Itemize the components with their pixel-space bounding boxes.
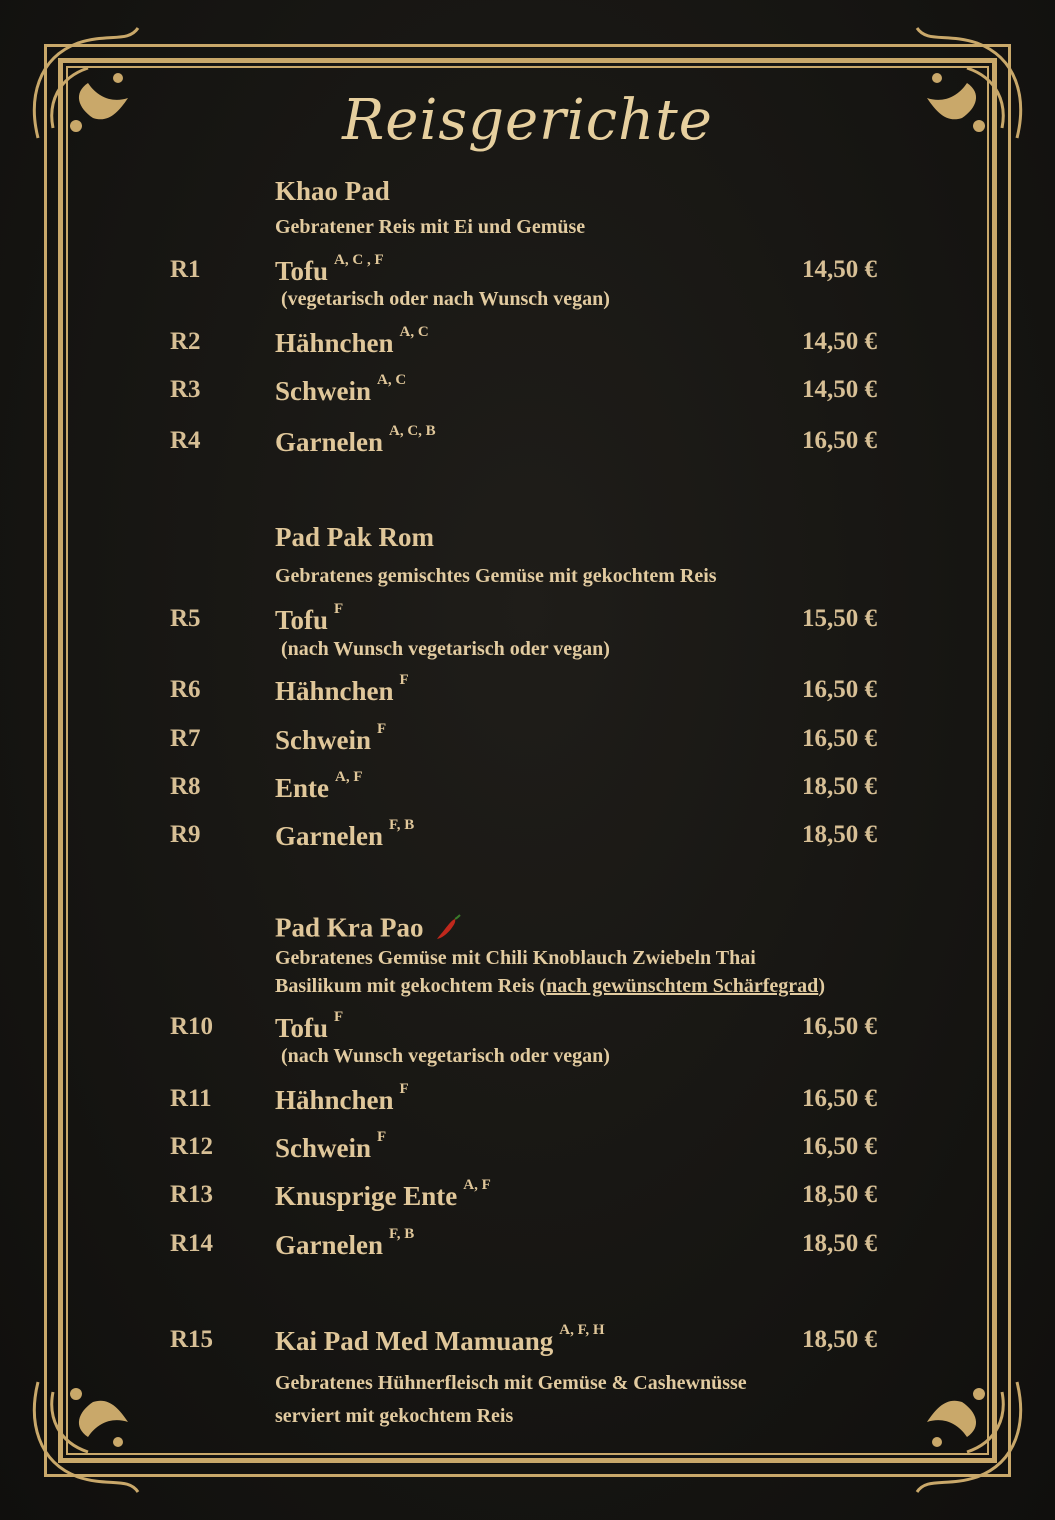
section-title-pad-pak-rom: Pad Pak Rom bbox=[275, 522, 435, 552]
item-name: Garnelen $^{F, B}$ bbox=[275, 1226, 415, 1260]
item-price: 18,50 € bbox=[802, 1326, 877, 1353]
item-code: R7 bbox=[170, 725, 201, 752]
item-allergens: F, B bbox=[389, 817, 415, 833]
item-name: Tofu $^{A, C , F}$ bbox=[275, 252, 384, 286]
item-allergens: F, B bbox=[389, 1226, 415, 1242]
item-code: R8 bbox=[170, 773, 201, 800]
item-allergens: A, F, H bbox=[559, 1322, 605, 1338]
menu-item-r7 bbox=[0, 721, 1055, 761]
section-desc-khao-pad: Gebratener Reis mit Ei und Gemüse bbox=[275, 216, 586, 238]
item-allergens: A, C , F bbox=[334, 252, 384, 268]
item-note-r5: (nach Wunsch vegetarisch oder vegan) bbox=[281, 638, 610, 660]
item-name: Schwein $^{A, C}$ bbox=[275, 372, 407, 406]
menu-item-r12 bbox=[0, 1129, 1055, 1169]
menu-item-r14 bbox=[0, 1226, 1055, 1266]
menu-item-r6 bbox=[0, 672, 1055, 712]
item-price: 18,50 € bbox=[802, 773, 877, 800]
menu-item-r11 bbox=[0, 1081, 1055, 1121]
item-price: 18,50 € bbox=[802, 1181, 877, 1208]
item-price: 16,50 € bbox=[802, 1133, 877, 1160]
item-name: Kai Pad Med Mamuang $^{A, F, H}$ bbox=[275, 1322, 605, 1356]
item-allergens: F bbox=[377, 721, 387, 737]
section-desc-pad-pak-rom: Gebratenes gemischtes Gemüse mit gekochtem Reis bbox=[275, 565, 717, 587]
item-allergens: A, F bbox=[335, 769, 363, 785]
item-note-r10: (nach Wunsch vegetarisch oder vegan) bbox=[281, 1045, 610, 1067]
item-code: R14 bbox=[170, 1230, 214, 1257]
item-name: Ente $^{A, F}$ bbox=[275, 769, 363, 803]
item-name: Garnelen $^{F, B}$ bbox=[275, 817, 415, 851]
item-code: R12 bbox=[170, 1133, 214, 1160]
item-price: 15,50 € bbox=[802, 605, 877, 632]
item-code: R1 bbox=[170, 256, 201, 283]
item-code: R6 bbox=[170, 676, 201, 703]
item-price: 16,50 € bbox=[802, 676, 877, 703]
item-price: 16,50 € bbox=[802, 427, 877, 454]
item-name: Schwein $^F$ bbox=[275, 1129, 387, 1163]
item-allergens: F bbox=[399, 672, 409, 688]
item-code: R5 bbox=[170, 605, 201, 632]
section-desc-pad-kra-pao: Gebratenes Gemüse mit Chili Knoblauch Zwiebeln Thai Basilikum mit gekochtem Reis (nach gewünschtem Schärfegrad) bbox=[275, 947, 825, 997]
menu-item-r9 bbox=[0, 817, 1055, 857]
item-name: Hähnchen $^{A, C}$ bbox=[275, 324, 429, 358]
item-allergens: A, C bbox=[399, 324, 429, 340]
item-note-r1: (vegetarisch oder nach Wunsch vegan) bbox=[281, 288, 610, 310]
item-desc-r15: Gebratenes Hühnerfleisch mit Gemüse & Cashewnüsse serviert mit gekochtem Reis bbox=[275, 1372, 747, 1427]
item-code: R3 bbox=[170, 376, 201, 403]
menu-item-r4 bbox=[0, 423, 1055, 463]
item-name: Tofu $^F$ bbox=[275, 1009, 344, 1043]
item-code: R13 bbox=[170, 1181, 214, 1208]
item-name: Hähnchen $^F$ bbox=[275, 672, 409, 706]
section-title-pad-kra-pao: Pad Kra Pao bbox=[275, 912, 464, 949]
menu-item-r3 bbox=[0, 372, 1055, 412]
ornament-bottom-left-icon bbox=[18, 1372, 148, 1502]
item-name: Hähnchen $^F$ bbox=[275, 1081, 409, 1115]
item-code: R10 bbox=[170, 1013, 214, 1040]
item-code: R11 bbox=[170, 1085, 212, 1112]
item-price: 14,50 € bbox=[802, 256, 877, 283]
item-allergens: A, F bbox=[463, 1177, 491, 1193]
menu-item-r5 bbox=[0, 601, 1055, 641]
item-price: 18,50 € bbox=[802, 1230, 877, 1257]
item-name: Schwein $^F$ bbox=[275, 721, 387, 755]
item-allergens: F bbox=[399, 1081, 409, 1097]
item-price: 14,50 € bbox=[802, 376, 877, 403]
item-allergens: F bbox=[334, 1009, 344, 1025]
menu-item-r1 bbox=[0, 252, 1055, 292]
ornament-bottom-right-icon bbox=[907, 1372, 1037, 1502]
item-code: R4 bbox=[170, 427, 201, 454]
section-title-khao-pad: Khao Pad bbox=[275, 176, 390, 206]
item-price: 14,50 € bbox=[802, 328, 877, 355]
item-price: 16,50 € bbox=[802, 725, 877, 752]
menu-item-r2 bbox=[0, 324, 1055, 364]
item-allergens: A, C, B bbox=[389, 423, 436, 439]
page-title: Reisgerichte bbox=[342, 88, 713, 153]
item-code: R9 bbox=[170, 821, 201, 848]
menu-item-r8 bbox=[0, 769, 1055, 809]
item-name: Garnelen $^{A, C, B}$ bbox=[275, 423, 436, 457]
item-name: Knusprige Ente $^{A, F}$ bbox=[275, 1177, 491, 1211]
item-name: Tofu $^F$ bbox=[275, 601, 344, 635]
item-code: R2 bbox=[170, 328, 201, 355]
item-allergens: F bbox=[334, 601, 344, 617]
item-price: 16,50 € bbox=[802, 1013, 877, 1040]
item-price: 18,50 € bbox=[802, 821, 877, 848]
item-allergens: A, C bbox=[377, 372, 407, 388]
menu-item-r10 bbox=[0, 1009, 1055, 1049]
item-allergens: F bbox=[377, 1129, 387, 1145]
menu-item-r13 bbox=[0, 1177, 1055, 1217]
item-code: R15 bbox=[170, 1326, 214, 1353]
menu-item-r15 bbox=[0, 1322, 1055, 1362]
item-price: 16,50 € bbox=[802, 1085, 877, 1112]
